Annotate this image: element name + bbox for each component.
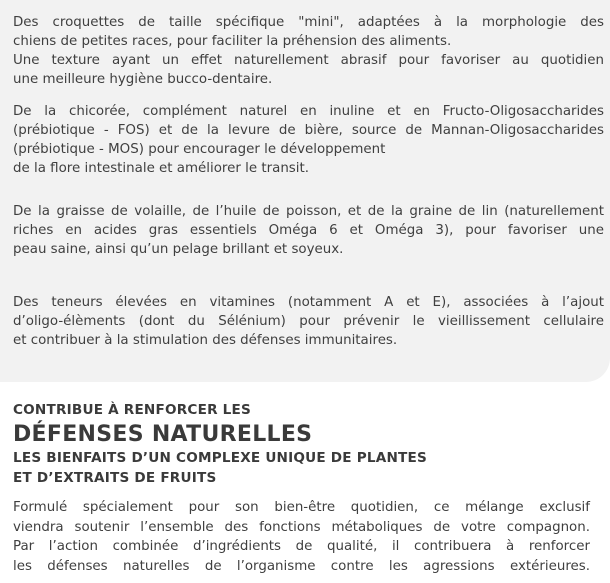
text-line: et contribuer à la stimulation des défenses immunitaires. [13,333,398,348]
text-line: De la graisse de volaille, de l’huile de poisson, et de la graine de lin (naturellement [13,204,604,219]
text-line: (prébiotique - MOS) pour encourager le développement [13,142,386,157]
section-kicker: CONTRIBUE À RENFORCER LES [13,402,252,418]
text-line: Par l’action combinée d’ingrédients de qualité, il contribuera à renforcer [13,539,590,554]
text-line: riches en acides gras essentiels Oméga 6 et Oméga 3), pour favoriser une [13,223,604,238]
paragraph-kibble-size [13,13,604,89]
paragraph-prebiotics [13,102,604,178]
paragraph-omega [13,202,604,259]
text-line: Formulé spécialement pour son bien-être quotidien, ce mélange exclusif [13,500,590,515]
paragraph-vitamins [13,293,604,350]
natural-defenses-section [13,400,590,576]
text-line: Des croquettes de taille spécifique "mini", adaptées à la morphologie des [13,15,604,30]
section-subhead: ET D’EXTRAITS DE FRUITS [13,470,217,486]
text-line: Une texture ayant un effet naturellement abrasif pour favoriser au quotidien [13,53,604,68]
text-line: De la chicorée, complément naturel en inuline et en Fructo-Oligosaccharides [13,104,604,119]
text-line: Des teneurs élevées en vitamines (notamment A et E), associées à l’ajout [13,295,604,310]
section-headline: DÉFENSES NATURELLES [13,422,313,447]
text-line: d’oligo-élèments (dont du Sélénium) pour prévenir le vieillissement cellulaire [13,314,604,329]
text-line: viendra soutenir l’ensemble des fonctions métaboliques de votre compagnon. [13,519,590,535]
section-subhead: LES BIENFAITS D’UN COMPLEXE UNIQUE DE PLANTES [13,450,427,466]
section-body [13,498,590,576]
text-line: (prébiotique - FOS) et de la levure de bière, source de Mannan-Oligosaccharides [13,123,604,138]
text-line: peau saine, ainsi qu’un pelage brillant et soyeux. [13,242,344,257]
text-line: une meilleure hygiène bucco-dentaire. [13,72,273,87]
text-line: de la flore intestinale et améliorer le transit. [13,161,310,176]
text-line: chiens de petites races, pour faciliter la préhension des aliments. [13,34,452,49]
text-line: les défenses naturelles de l’organisme contre les agressions extérieures. [13,558,590,574]
